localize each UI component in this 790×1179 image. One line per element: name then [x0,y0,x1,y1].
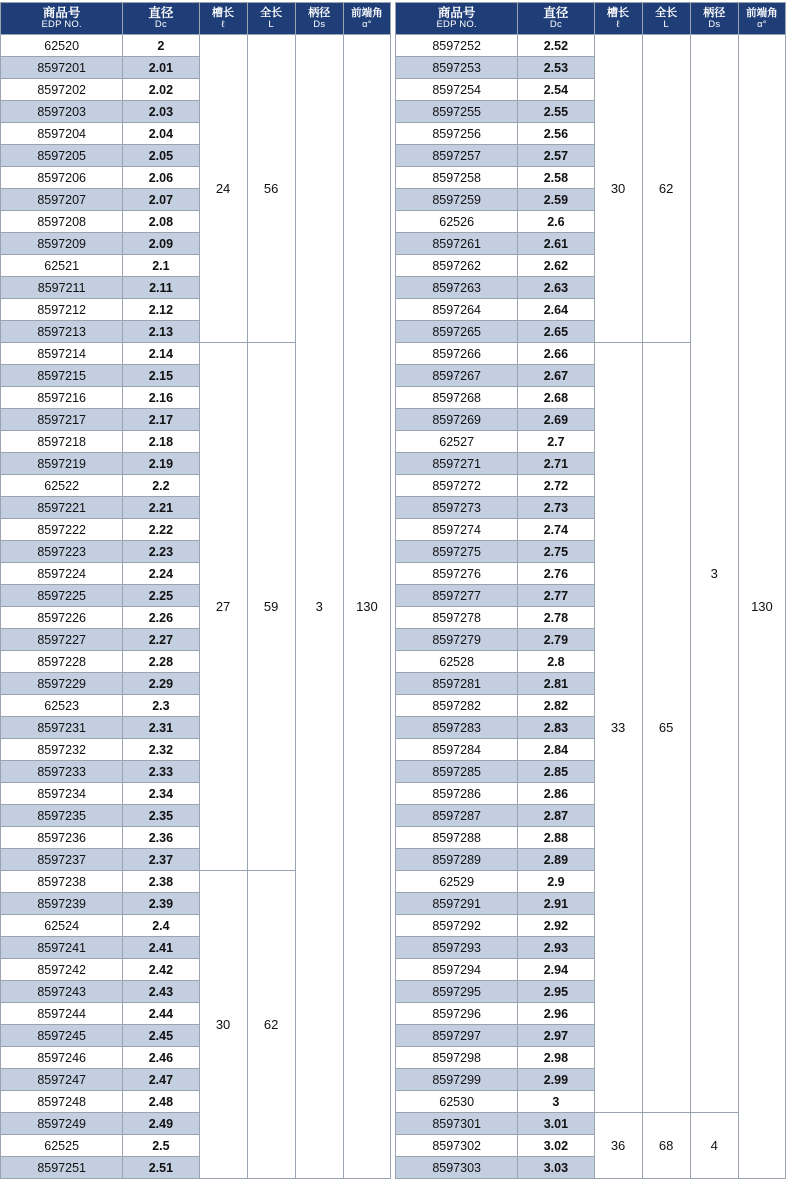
cell-edp-no: 8597274 [396,519,518,541]
cell-diameter: 2.39 [123,893,199,915]
cell-diameter: 2.37 [123,849,199,871]
cell-edp-no: 8597224 [1,563,123,585]
cell-diameter: 2.91 [518,893,594,915]
cell-flute-length: 24 [199,35,247,343]
cell-diameter: 2.81 [518,673,594,695]
cell-diameter: 2.73 [518,497,594,519]
cell-diameter: 2.32 [123,739,199,761]
cell-shank-diameter: 3 [295,35,343,1179]
col-header-shank-dia-cjk: 柄径 [308,7,331,20]
col-header-point-angle-sub: α° [757,19,767,31]
cell-diameter: 2.7 [518,431,594,453]
cell-edp-no: 8597268 [396,387,518,409]
cell-edp-no: 8597244 [1,1003,123,1025]
col-header-overall-length [247,3,295,35]
cell-edp-no: 8597243 [1,981,123,1003]
col-header-shank-dia-sub: Ds [708,19,721,31]
cell-edp-no: 8597222 [1,519,123,541]
cell-diameter: 2.85 [518,761,594,783]
col-header-overall-length-sub: L [663,19,669,31]
cell-edp-no: 8597255 [396,101,518,123]
cell-diameter: 2.53 [518,57,594,79]
cell-overall-length: 65 [642,343,690,1113]
cell-edp-no: 8597226 [1,607,123,629]
col-header-edp-sub: EDP NO. [41,19,82,31]
cell-edp-no: 8597237 [1,849,123,871]
cell-edp-no: 62528 [396,651,518,673]
cell-diameter: 2.23 [123,541,199,563]
cell-edp-no: 8597206 [1,167,123,189]
cell-edp-no: 8597299 [396,1069,518,1091]
cell-diameter: 2.28 [123,651,199,673]
cell-edp-no: 8597205 [1,145,123,167]
col-header-edp [396,3,518,35]
col-header-point-angle [343,3,390,35]
cell-diameter: 2.6 [518,211,594,233]
cell-edp-no: 8597245 [1,1025,123,1047]
cell-diameter: 2.16 [123,387,199,409]
cell-edp-no: 8597298 [396,1047,518,1069]
cell-edp-no: 8597216 [1,387,123,409]
cell-diameter: 3.03 [518,1157,594,1179]
cell-diameter: 2.09 [123,233,199,255]
cell-flute-length: 30 [594,35,642,343]
cell-edp-no: 8597231 [1,717,123,739]
col-header-shank-dia-cjk: 柄径 [703,7,726,20]
cell-edp-no: 62530 [396,1091,518,1113]
cell-diameter: 2.92 [518,915,594,937]
cell-edp-no: 62526 [396,211,518,233]
cell-flute-length: 36 [594,1113,642,1179]
cell-edp-no: 8597228 [1,651,123,673]
cell-edp-no: 8597233 [1,761,123,783]
cell-edp-no: 8597232 [1,739,123,761]
cell-edp-no: 8597219 [1,453,123,475]
col-header-edp [1,3,123,35]
table-row [396,35,786,57]
cell-edp-no: 8597294 [396,959,518,981]
cell-edp-no: 8597267 [396,365,518,387]
cell-flute-length: 30 [199,871,247,1179]
cell-edp-no: 8597259 [396,189,518,211]
cell-edp-no: 8597256 [396,123,518,145]
cell-diameter: 2.08 [123,211,199,233]
cell-edp-no: 8597201 [1,57,123,79]
cell-diameter: 2.89 [518,849,594,871]
cell-diameter: 2.22 [123,519,199,541]
cell-diameter: 2.07 [123,189,199,211]
right-spec-table [395,2,786,1179]
cell-diameter: 2.43 [123,981,199,1003]
col-header-overall-length-sub: L [268,19,274,31]
cell-diameter: 2.9 [518,871,594,893]
cell-diameter: 2.61 [518,233,594,255]
left-table-header-row [1,3,391,35]
cell-edp-no: 8597266 [396,343,518,365]
col-header-point-angle-cjk: 前端角 [746,7,778,20]
col-header-dc [518,3,594,35]
cell-diameter: 2.51 [123,1157,199,1179]
cell-edp-no: 8597285 [396,761,518,783]
right-table-body [396,35,786,1179]
cell-diameter: 2.67 [518,365,594,387]
cell-diameter: 2.5 [123,1135,199,1157]
cell-diameter: 2.98 [518,1047,594,1069]
cell-diameter: 2.3 [123,695,199,717]
cell-diameter: 2.01 [123,57,199,79]
cell-diameter: 2.34 [123,783,199,805]
cell-edp-no: 8597302 [396,1135,518,1157]
cell-diameter: 2.48 [123,1091,199,1113]
cell-diameter: 2.03 [123,101,199,123]
cell-edp-no: 8597292 [396,915,518,937]
cell-edp-no: 8597288 [396,827,518,849]
col-header-dc [123,3,199,35]
cell-diameter: 2.82 [518,695,594,717]
cell-overall-length: 62 [247,871,295,1179]
cell-diameter: 2.27 [123,629,199,651]
cell-edp-no: 8597277 [396,585,518,607]
cell-diameter: 2.78 [518,607,594,629]
cell-diameter: 2.04 [123,123,199,145]
cell-diameter: 2.74 [518,519,594,541]
cell-edp-no: 8597286 [396,783,518,805]
cell-diameter: 2.87 [518,805,594,827]
cell-edp-no: 8597225 [1,585,123,607]
cell-diameter: 2.24 [123,563,199,585]
col-header-shank-dia [295,3,343,35]
cell-edp-no: 8597239 [1,893,123,915]
cell-edp-no: 8597238 [1,871,123,893]
cell-edp-no: 8597283 [396,717,518,739]
cell-diameter: 2.11 [123,277,199,299]
cell-shank-diameter: 3 [690,35,738,1113]
cell-diameter: 3 [518,1091,594,1113]
cell-edp-no: 8597303 [396,1157,518,1179]
cell-diameter: 2.88 [518,827,594,849]
cell-diameter: 2.93 [518,937,594,959]
cell-diameter: 2.57 [518,145,594,167]
cell-edp-no: 8597229 [1,673,123,695]
cell-diameter: 2.12 [123,299,199,321]
cell-edp-no: 8597291 [396,893,518,915]
cell-diameter: 3.02 [518,1135,594,1157]
cell-edp-no: 8597273 [396,497,518,519]
cell-edp-no: 8597235 [1,805,123,827]
cell-diameter: 2.54 [518,79,594,101]
cell-edp-no: 8597209 [1,233,123,255]
col-header-overall-length [642,3,690,35]
cell-edp-no: 8597281 [396,673,518,695]
cell-edp-no: 8597275 [396,541,518,563]
table-row [1,35,391,57]
cell-diameter: 2.63 [518,277,594,299]
cell-edp-no: 8597212 [1,299,123,321]
cell-edp-no: 8597202 [1,79,123,101]
col-header-dc-sub: Dc [549,19,562,31]
cell-edp-no: 8597242 [1,959,123,981]
cell-diameter: 2.02 [123,79,199,101]
cell-edp-no: 8597282 [396,695,518,717]
cell-edp-no: 8597289 [396,849,518,871]
cell-edp-no: 8597249 [1,1113,123,1135]
cell-diameter: 2.55 [518,101,594,123]
cell-diameter: 2.99 [518,1069,594,1091]
cell-edp-no: 8597262 [396,255,518,277]
cell-diameter: 2.47 [123,1069,199,1091]
cell-diameter: 2.58 [518,167,594,189]
cell-edp-no: 8597287 [396,805,518,827]
cell-edp-no: 8597258 [396,167,518,189]
cell-diameter: 2.36 [123,827,199,849]
cell-edp-no: 8597293 [396,937,518,959]
cell-edp-no: 8597221 [1,497,123,519]
cell-diameter: 2.68 [518,387,594,409]
cell-diameter: 2.41 [123,937,199,959]
cell-edp-no: 62521 [1,255,123,277]
cell-diameter: 2.77 [518,585,594,607]
cell-diameter: 2.64 [518,299,594,321]
cell-edp-no: 8597261 [396,233,518,255]
cell-diameter: 2.56 [518,123,594,145]
cell-edp-no: 8597246 [1,1047,123,1069]
right-table-header-row [396,3,786,35]
cell-diameter: 2.21 [123,497,199,519]
cell-diameter: 2.29 [123,673,199,695]
cell-diameter: 2.59 [518,189,594,211]
cell-diameter: 2.86 [518,783,594,805]
cell-shank-diameter: 4 [690,1113,738,1179]
cell-diameter: 2.69 [518,409,594,431]
cell-diameter: 2.66 [518,343,594,365]
cell-diameter: 2.96 [518,1003,594,1025]
cell-edp-no: 8597211 [1,277,123,299]
col-header-point-angle-cjk: 前端角 [351,7,383,20]
cell-edp-no: 8597272 [396,475,518,497]
col-header-point-angle [738,3,785,35]
col-header-dc-sub: Dc [154,19,167,31]
cell-diameter: 2 [123,35,199,57]
cell-diameter: 2.14 [123,343,199,365]
col-header-flute-length [199,3,247,35]
cell-edp-no: 8597236 [1,827,123,849]
cell-edp-no: 8597264 [396,299,518,321]
cell-diameter: 2.42 [123,959,199,981]
cell-diameter: 2.33 [123,761,199,783]
cell-point-angle: 130 [738,35,785,1179]
cell-edp-no: 8597295 [396,981,518,1003]
left-spec-table [0,2,391,1179]
cell-edp-no: 8597252 [396,35,518,57]
right-table-wrapper [395,2,786,1175]
cell-edp-no: 8597284 [396,739,518,761]
cell-diameter: 2.15 [123,365,199,387]
cell-edp-no: 8597254 [396,79,518,101]
cell-diameter: 2.75 [518,541,594,563]
cell-diameter: 3.01 [518,1113,594,1135]
col-header-dc-cjk: 直径 [148,6,174,20]
cell-edp-no: 8597271 [396,453,518,475]
col-header-flute-length-sub: ℓ [616,19,620,31]
cell-overall-length: 59 [247,343,295,871]
cell-edp-no: 8597301 [396,1113,518,1135]
cell-edp-no: 8597241 [1,937,123,959]
cell-edp-no: 8597207 [1,189,123,211]
col-header-overall-length-cjk: 全长 [260,7,283,20]
col-header-edp-cjk: 商品号 [42,6,81,20]
cell-diameter: 2.52 [518,35,594,57]
cell-edp-no: 8597223 [1,541,123,563]
cell-diameter: 2.46 [123,1047,199,1069]
cell-diameter: 2.26 [123,607,199,629]
col-header-shank-dia-sub: Ds [313,19,326,31]
cell-diameter: 2.17 [123,409,199,431]
cell-diameter: 2.44 [123,1003,199,1025]
cell-edp-no: 8597213 [1,321,123,343]
cell-diameter: 2.19 [123,453,199,475]
cell-diameter: 2.79 [518,629,594,651]
cell-diameter: 2.49 [123,1113,199,1135]
cell-edp-no: 62527 [396,431,518,453]
cell-edp-no: 8597215 [1,365,123,387]
cell-edp-no: 62524 [1,915,123,937]
cell-edp-no: 62525 [1,1135,123,1157]
col-header-flute-length-cjk: 槽长 [607,7,630,20]
cell-diameter: 2.8 [518,651,594,673]
cell-edp-no: 8597214 [1,343,123,365]
col-header-flute-length-cjk: 槽长 [212,7,235,20]
cell-diameter: 2.45 [123,1025,199,1047]
cell-edp-no: 8597276 [396,563,518,585]
cell-edp-no: 8597257 [396,145,518,167]
cell-diameter: 2.97 [518,1025,594,1047]
col-header-edp-sub: EDP NO. [436,19,477,31]
cell-edp-no: 8597296 [396,1003,518,1025]
cell-diameter: 2.95 [518,981,594,1003]
cell-diameter: 2.71 [518,453,594,475]
col-header-flute-length [594,3,642,35]
cell-edp-no: 8597203 [1,101,123,123]
table-row [396,1113,786,1135]
cell-diameter: 2.18 [123,431,199,453]
cell-edp-no: 62520 [1,35,123,57]
cell-diameter: 2.2 [123,475,199,497]
cell-edp-no: 62529 [396,871,518,893]
cell-diameter: 2.06 [123,167,199,189]
col-header-flute-length-sub: ℓ [221,19,225,31]
cell-diameter: 2.35 [123,805,199,827]
cell-edp-no: 8597265 [396,321,518,343]
col-header-shank-dia [690,3,738,35]
cell-diameter: 2.76 [518,563,594,585]
cell-edp-no: 8597218 [1,431,123,453]
col-header-dc-cjk: 直径 [543,6,569,20]
cell-flute-length: 33 [594,343,642,1113]
col-header-point-angle-sub: α° [362,19,372,31]
cell-diameter: 2.38 [123,871,199,893]
cell-edp-no: 8597269 [396,409,518,431]
cell-diameter: 2.83 [518,717,594,739]
cell-diameter: 2.94 [518,959,594,981]
col-header-overall-length-cjk: 全长 [655,7,678,20]
cell-diameter: 2.72 [518,475,594,497]
cell-edp-no: 8597263 [396,277,518,299]
cell-edp-no: 8597251 [1,1157,123,1179]
cell-edp-no: 8597247 [1,1069,123,1091]
cell-diameter: 2.31 [123,717,199,739]
cell-diameter: 2.84 [518,739,594,761]
cell-edp-no: 8597253 [396,57,518,79]
left-table-body [1,35,391,1179]
cell-edp-no: 8597208 [1,211,123,233]
cell-edp-no: 8597248 [1,1091,123,1113]
cell-diameter: 2.4 [123,915,199,937]
cell-diameter: 2.62 [518,255,594,277]
cell-edp-no: 62523 [1,695,123,717]
cell-diameter: 2.05 [123,145,199,167]
left-table-wrapper [0,2,391,1175]
cell-flute-length: 27 [199,343,247,871]
cell-edp-no: 62522 [1,475,123,497]
col-header-edp-cjk: 商品号 [437,6,476,20]
cell-overall-length: 68 [642,1113,690,1179]
cell-diameter: 2.25 [123,585,199,607]
cell-edp-no: 8597234 [1,783,123,805]
cell-edp-no: 8597227 [1,629,123,651]
cell-edp-no: 8597217 [1,409,123,431]
cell-edp-no: 8597278 [396,607,518,629]
cell-overall-length: 62 [642,35,690,343]
cell-diameter: 2.1 [123,255,199,277]
cell-edp-no: 8597279 [396,629,518,651]
cell-diameter: 2.13 [123,321,199,343]
cell-point-angle: 130 [343,35,390,1179]
cell-edp-no: 8597204 [1,123,123,145]
cell-overall-length: 56 [247,35,295,343]
cell-edp-no: 8597297 [396,1025,518,1047]
cell-diameter: 2.65 [518,321,594,343]
